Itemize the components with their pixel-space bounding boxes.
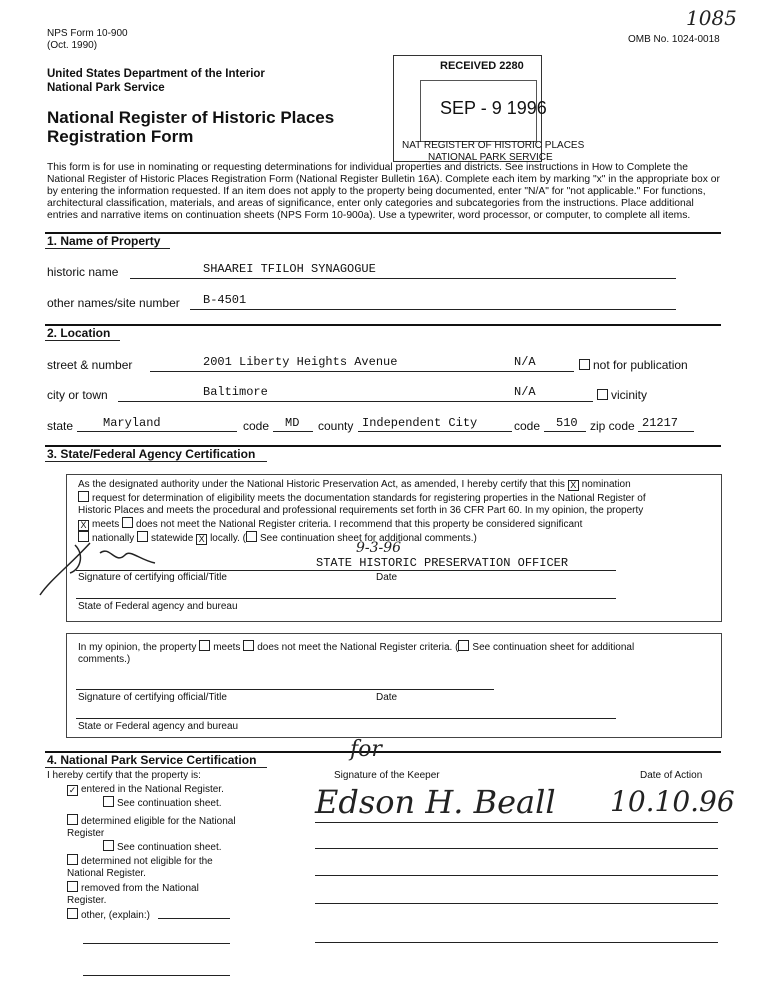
stamp-line-2: NATIONAL PARK SERVICE — [428, 152, 553, 163]
other-names-label: other names/site number — [47, 296, 180, 310]
option-entered: ✓ entered in the National Register. See continuation sheet. — [68, 784, 224, 809]
option-removed: removed from the National Register. — [67, 883, 199, 906]
date-label-2: Date — [376, 692, 398, 703]
eligible-checkbox[interactable] — [67, 814, 78, 825]
city-label: city or town — [47, 388, 108, 402]
section-2-title: 2. Location — [47, 326, 111, 340]
zip-label: zip code — [590, 419, 635, 433]
request-checkbox[interactable] — [78, 491, 89, 502]
date-action-label: Date of Action — [640, 770, 703, 781]
section-3-title: 3. State/Federal Agency Certification — [47, 447, 256, 461]
signature-label: Signature of certifying official/Title — [78, 572, 227, 583]
certification-text: As the designated authority under the National Historic Preservation Act, as amended, I hereby certify that this X nomination request for determination of eligibility meets the documentation standards for registering properties in the National Register of Historic Places and meets the procedural and professional requirements set forth in 36 CFR Part 60. In my opinion, the property X meets does not meet the National Register criteria. I recommend that this property be considered significant nationally statewide X locally. ( See continuation sheet for additional comments.) — [78, 479, 646, 544]
cert-date: 9-3-96 — [356, 540, 402, 556]
official-title: STATE HISTORIC PRESERVATION OFFICER — [316, 556, 569, 570]
certify-intro: I hereby certify that the property is: — [47, 770, 201, 781]
county-value[interactable]: Independent City — [362, 416, 478, 430]
city-na: N/A — [514, 385, 536, 399]
instruction-line: by entering the information requested. If an item does not apply to the property being documented, enter "N/A" for "not applicable." For functions, — [47, 186, 706, 197]
option-eligible: determined eligible for the National Register See continuation sheet. — [67, 816, 236, 853]
county-code-value[interactable]: 510 — [556, 416, 578, 430]
other-names-value[interactable]: B-4501 — [203, 293, 247, 307]
opinion-does-not-meet-checkbox[interactable] — [243, 640, 254, 651]
street-label: street & number — [47, 358, 133, 372]
state-code-label: code — [243, 419, 270, 433]
keeper-signature: Edson H. Beall — [315, 783, 556, 821]
stamp-received: RECEIVED 2280 — [440, 60, 524, 72]
date-of-action: 10.10.96 — [610, 785, 735, 818]
opinion-text: In my opinion, the property meets does not meet the National Register criteria. ( See continuation sheet for additional comments.) — [78, 642, 635, 665]
state-value[interactable]: Maryland — [103, 416, 161, 430]
state-label: state — [47, 419, 74, 433]
does-not-meet-checkbox[interactable] — [122, 517, 133, 528]
instruction-line: National Register of Historic Places Registration Form (National Register Bulletin 16A). Complete each item by marking "x" in the appropriate box or — [47, 174, 720, 185]
opinion-continuation-checkbox[interactable] — [458, 640, 469, 651]
other-checkbox[interactable] — [67, 908, 78, 919]
form-date: (Oct. 1990) — [47, 40, 98, 51]
entered-continuation-checkbox[interactable] — [103, 796, 114, 807]
nomination-checkbox[interactable]: X — [568, 480, 579, 491]
not-for-publication-label: not for publication — [593, 358, 688, 372]
option-not-eligible: determined not eligible for the National Register. — [67, 856, 213, 879]
instruction-line: entries and narrative items on continuation sheets (NPS Form 10-900a). Use a typewriter, word processor, or computer, to complete all items. — [47, 210, 691, 221]
instructions — [47, 162, 720, 222]
vicinity-checkbox[interactable] — [597, 389, 608, 400]
omb-number: OMB No. 1024-0018 — [628, 34, 720, 45]
agency-label: State of Federal agency and bureau — [78, 601, 238, 612]
city-value[interactable]: Baltimore — [203, 385, 268, 399]
county-code-label: code — [514, 419, 541, 433]
vicinity-label: vicinity — [611, 388, 648, 402]
county-label: county — [318, 419, 354, 433]
eligible-continuation-checkbox[interactable] — [103, 840, 114, 851]
keeper-label: Signature of the Keeper — [334, 770, 440, 781]
keeper-for: for — [350, 737, 382, 762]
date-label: Date — [376, 572, 398, 583]
stamp-line-1: NAT REGISTER OF HISTORIC PLACES — [402, 140, 585, 151]
continuation-checkbox[interactable] — [246, 531, 257, 542]
entered-checkbox[interactable]: ✓ — [68, 785, 77, 795]
form-title-1: National Register of Historic Places — [47, 108, 335, 127]
department: United States Department of the Interior — [47, 68, 265, 80]
historic-name-label: historic name — [47, 265, 119, 279]
not-eligible-checkbox[interactable] — [67, 854, 78, 865]
form-title-2: Registration Form — [47, 127, 194, 146]
state-code-value[interactable]: MD — [285, 416, 300, 430]
opinion-meets-checkbox[interactable] — [199, 640, 210, 651]
instruction-line: architectural classification, materials, and areas of significance, enter only categories and subcategories from the instructions. Place additional — [47, 198, 694, 209]
street-na: N/A — [514, 355, 536, 369]
signature-label-2: Signature of certifying official/Title — [78, 692, 227, 703]
section-4-title: 4. National Park Service Certification — [47, 753, 257, 767]
meets-checkbox[interactable]: X — [78, 520, 89, 531]
locally-checkbox[interactable]: X — [196, 534, 207, 545]
handwritten-number: 1085 — [686, 6, 737, 30]
historic-name-value[interactable]: SHAAREI TFILOH SYNAGOGUE — [203, 262, 376, 276]
instruction-line: This form is for use in nominating or requesting determinations for individual properties and districts. See instructions in How to Complete the — [47, 162, 689, 173]
zip-value[interactable]: 21217 — [642, 416, 679, 430]
form-number: NPS Form 10-900 — [47, 28, 128, 39]
not-for-publication-checkbox[interactable] — [579, 359, 590, 370]
stamp-date: SEP - 9 1996 — [440, 98, 547, 118]
removed-checkbox[interactable] — [67, 881, 78, 892]
option-other: other, (explain:) — [67, 908, 150, 922]
agency-label-2: State or Federal agency and bureau — [78, 721, 239, 732]
agency: National Park Service — [47, 82, 165, 94]
section-1-title: 1. Name of Property — [47, 234, 161, 248]
street-value[interactable]: 2001 Liberty Heights Avenue — [203, 355, 398, 369]
